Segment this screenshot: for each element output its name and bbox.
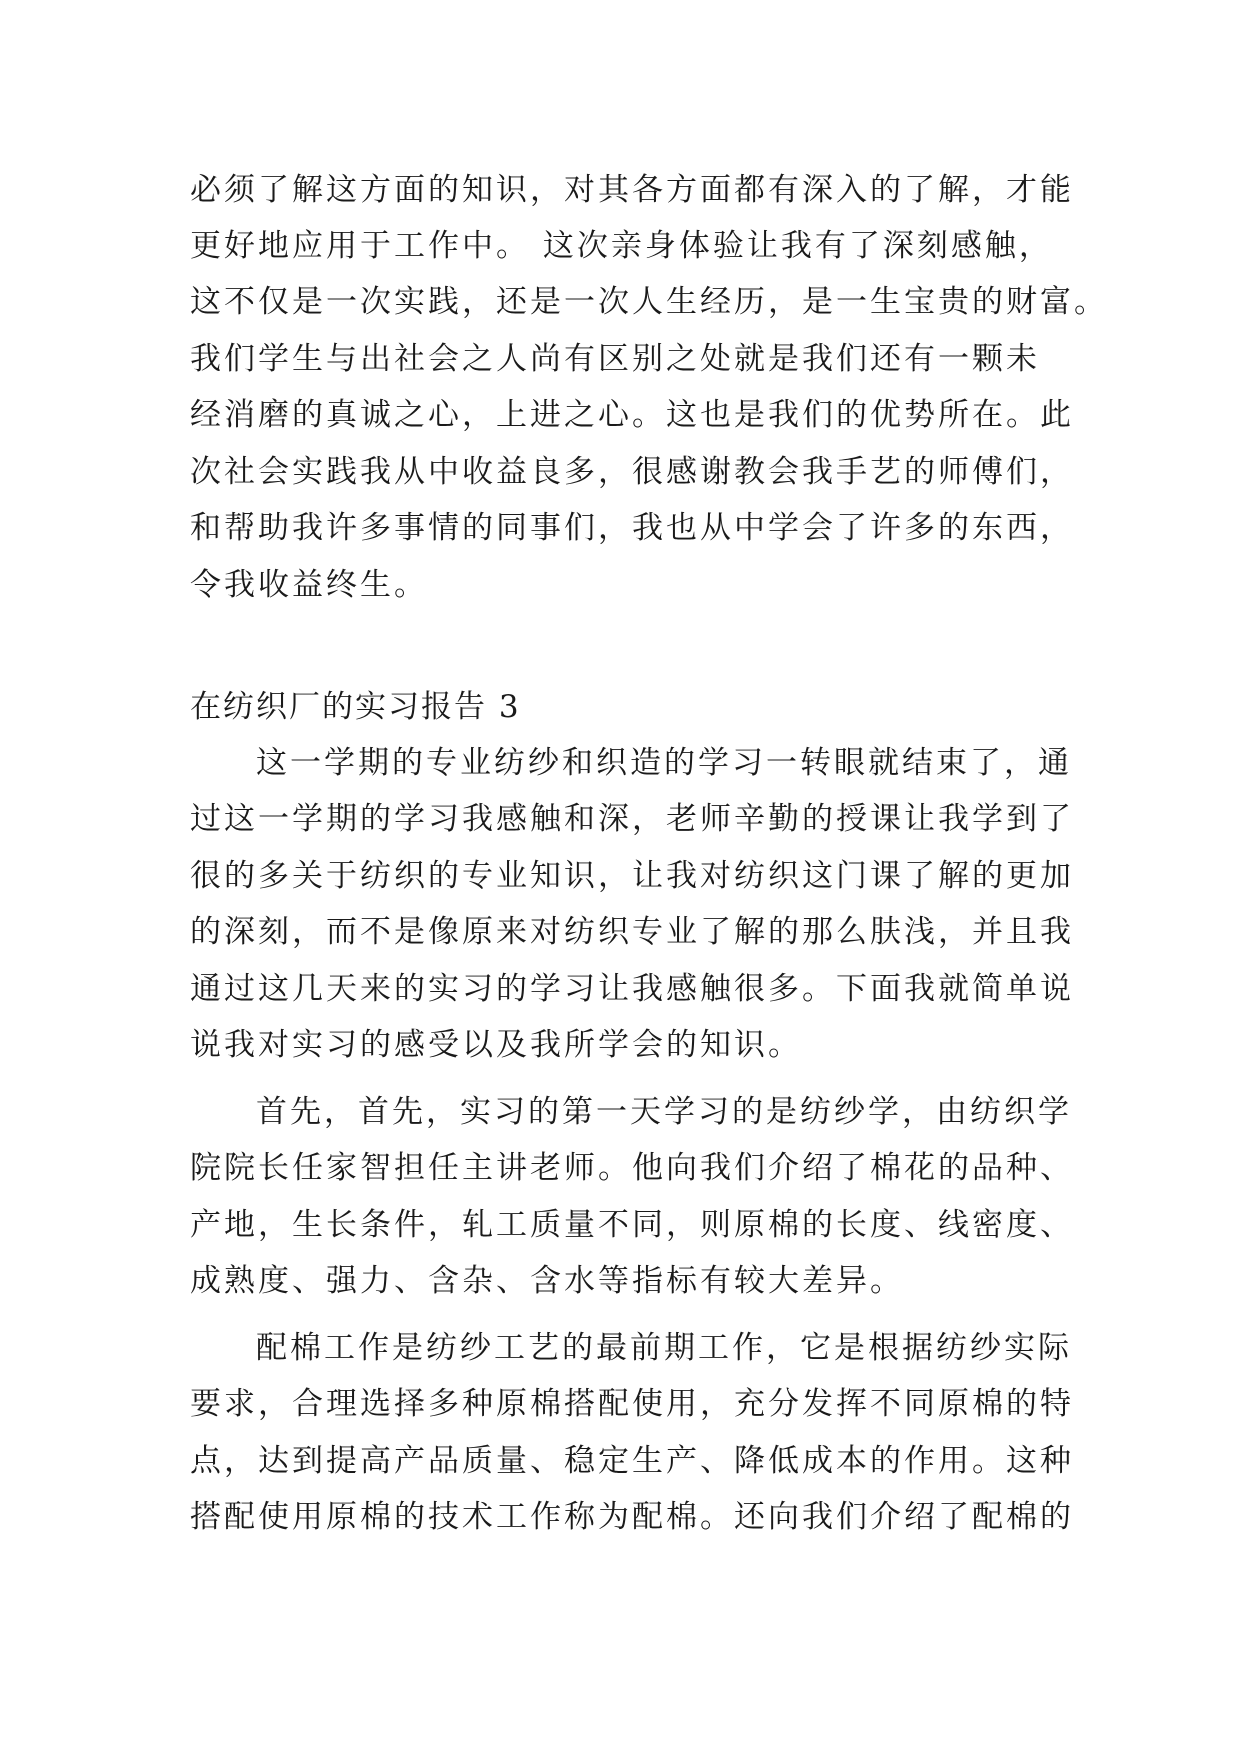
paragraph-1-line-7: 和帮助我许多事情的同事们，我也从中学会了许多的东西， (190, 510, 1074, 546)
paragraph-3-line-1: 首先，首先，实习的第一天学习的是纺纱学，由纺织学 (256, 1094, 1072, 1130)
paragraph-2-line-5: 通过这几天来的实习的学习让我感触很多。下面我就简单说 (190, 971, 1074, 1007)
paragraph-2-line-1: 这一学期的专业纺纱和织造的学习一转眼就结束了，通 (256, 745, 1072, 781)
paragraph-2-line-4: 的深刻，而不是像原来对纺织专业了解的那么肤浅，并且我 (190, 914, 1074, 950)
paragraph-3-line-4: 成熟度、强力、含杂、含水等指标有较大差异。 (190, 1263, 904, 1299)
paragraph-1-line-1: 必须了解这方面的知识，对其各方面都有深入的了解，才能 (190, 172, 1074, 208)
paragraph-1-line-6: 次社会实践我从中收益良多，很感谢教会我手艺的师傅们， (190, 454, 1074, 490)
paragraph-3-line-2: 院院长任家智担任主讲老师。他向我们介绍了棉花的品种、 (190, 1150, 1074, 1186)
paragraph-3-line-3: 产地，生长条件，轧工质量不同，则原棉的长度、线密度、 (190, 1207, 1074, 1243)
paragraph-1-line-4: 我们学生与出社会之人尚有区别之处就是我们还有一颗未 (190, 341, 1040, 377)
paragraph-1-line-5: 经消磨的真诚之心，上进之心。这也是我们的优势所在。此 (190, 397, 1074, 433)
section-title: 在纺织厂的实习报告 3 (190, 689, 521, 725)
paragraph-2-line-6: 说我对实习的感受以及我所学会的知识。 (190, 1027, 802, 1063)
paragraph-1-line-3: 这不仅是一次实践，还是一次人生经历，是一生宝贵的财富。 (190, 284, 1108, 320)
paragraph-2-line-2: 过这一学期的学习我感触和深，老师辛勤的授课让我学到了 (190, 801, 1074, 837)
paragraph-4-line-1: 配棉工作是纺纱工艺的最前期工作，它是根据纺纱实际 (256, 1330, 1072, 1366)
paragraph-4-line-3: 点，达到提高产品质量、稳定生产、降低成本的作用。这种 (190, 1443, 1074, 1479)
paragraph-2-line-3: 很的多关于纺织的专业知识，让我对纺织这门课了解的更加 (190, 858, 1074, 894)
paragraph-1-line-2: 更好地应用于工作中。 这次亲身体验让我有了深刻感触， (190, 228, 1053, 264)
paragraph-4-line-4: 搭配使用原棉的技术工作称为配棉。还向我们介绍了配棉的 (190, 1499, 1074, 1535)
paragraph-4-line-2: 要求，合理选择多种原棉搭配使用，充分发挥不同原棉的特 (190, 1386, 1074, 1422)
paragraph-1-line-8: 令我收益终生。 (190, 567, 428, 603)
